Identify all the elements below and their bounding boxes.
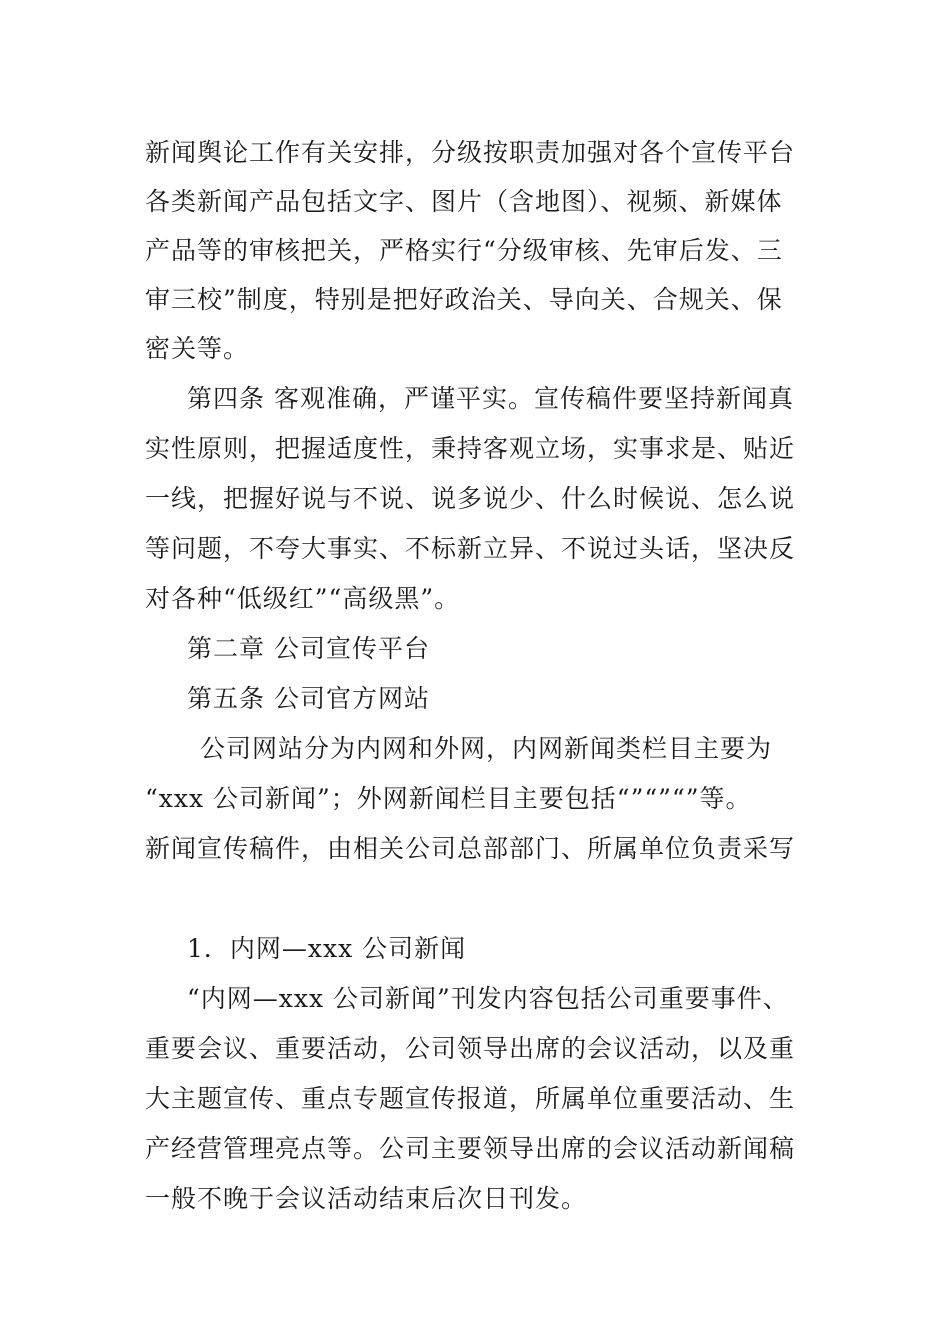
text-line: 一线，把握好说与不说、说多说少、什么时候说、怎么说	[145, 484, 796, 513]
text-line: 各类新闻产品包括文字、图片（含地图）、视频、新媒体	[145, 187, 783, 216]
article-heading: 第五条 公司官方网站	[187, 684, 430, 713]
text-line: 一般不晚于会议活动结束后次日刊发。	[145, 1184, 588, 1213]
text-line: “xxx 公司新闻”；外网新闻栏目主要包括“”“”“”等。	[145, 784, 752, 813]
text-line: 重要会议、重要活动，公司领导出席的会议活动，以及重	[145, 1034, 796, 1063]
text-line: 新闻宣传稿件，由相关公司总部部门、所属单位负责采写	[145, 834, 796, 863]
article-heading: 第四条 客观准确，严谨平实。宣传稿件要坚持新闻真	[187, 384, 794, 413]
text-line: 产经营管理亮点等。公司主要领导出席的会议活动新闻稿	[145, 1134, 796, 1163]
text-line: 产品等的审核把关，严格实行“分级审核、先审后发、三	[145, 236, 783, 265]
text-line: 审三校”制度，特别是把好政治关、导向关、合规关、保	[145, 285, 783, 314]
text-line: 密关等。	[145, 334, 250, 363]
text-line: “内网—xxx 公司新闻”刊发内容包括公司重要事件、	[187, 984, 789, 1013]
text-line: 大主题宣传、重点专题宣传报道，所属单位重要活动、生	[145, 1084, 796, 1113]
chapter-heading: 第二章 公司宣传平台	[187, 634, 430, 663]
text-line: 等问题，不夸大事实、不标新立异、不说过头话，坚决反	[145, 534, 796, 563]
text-line: 对各种“低级红”“高级黑”。	[145, 584, 461, 613]
section-heading: 1．内网—xxx 公司新闻	[187, 934, 467, 963]
text-line: 公司网站分为内网和外网，内网新闻类栏目主要为	[200, 734, 773, 763]
text-line: 新闻舆论工作有关安排，分级按职责加强对各个宣传平台	[145, 138, 796, 167]
text-line: 实性原则，把握适度性，秉持客观立场，实事求是、贴近	[145, 434, 796, 463]
